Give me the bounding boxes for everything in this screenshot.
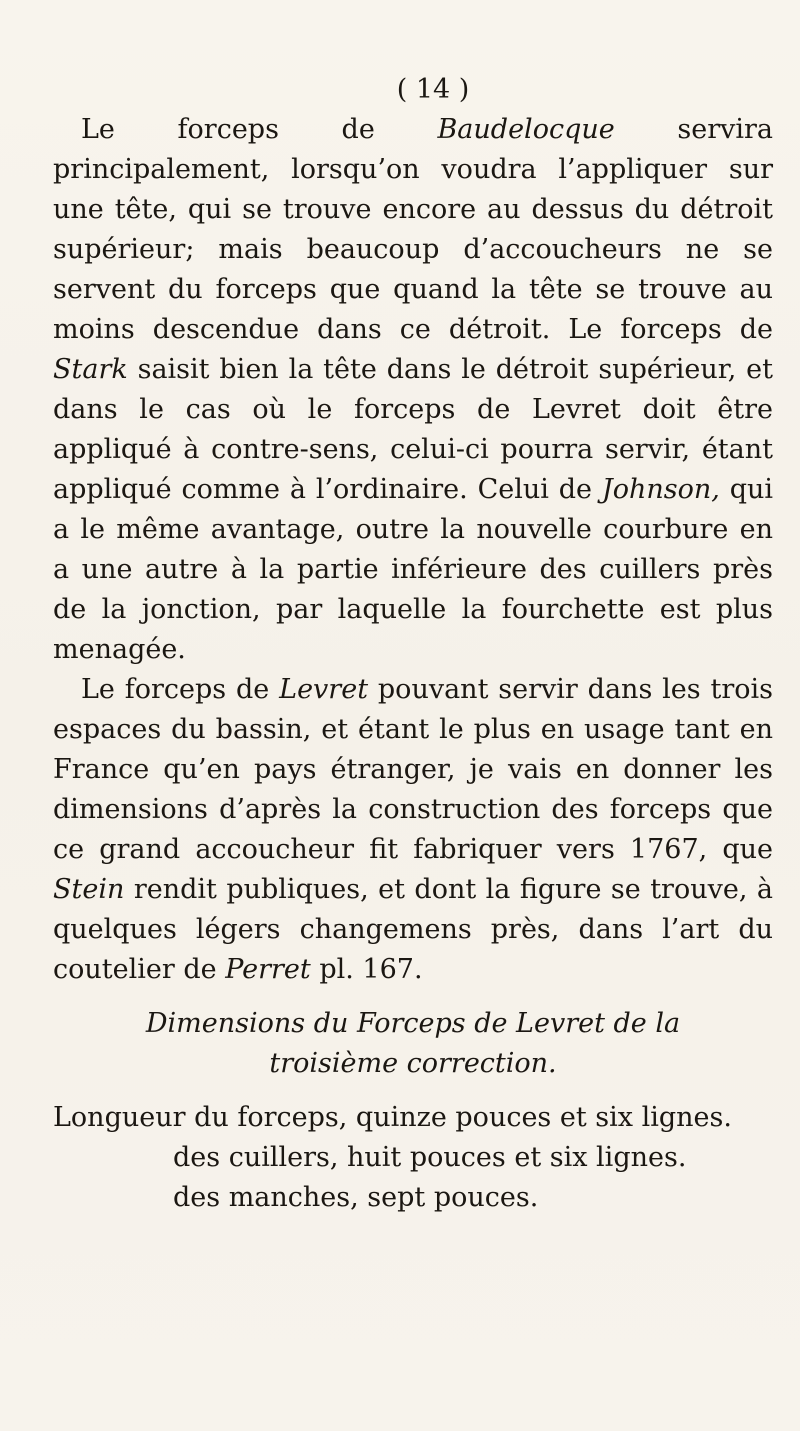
heading-line-1: Dimensions du Forceps de Levret de la [145,1008,681,1039]
paragraph-forceps-comparison [53,110,773,670]
text-run: Le forceps de [81,674,280,705]
page-text-block [53,70,773,1218]
name-johnson: Johnson, [601,474,720,505]
text-run: Le forceps de [81,114,438,145]
name-baudelocque: Baudelocque [437,114,615,145]
dimension-total-length: Longueur du forceps, quinze pouces et six lignes. [53,1102,732,1133]
paragraph-levret-forceps [53,670,773,990]
name-stein: Stein [53,874,125,905]
text-run: servira principalement, lorsqu’on voudra l’appliquer sur une tête, qui se trouve encore au dessus du détroit supérieur; mais beaucoup d’accoucheurs ne se servent du forceps que quand la tête se trouve au moins descendue dans ce détroit. Le forceps de [53,114,773,345]
page-number: ( 14 ) [396,74,470,105]
name-perret: Perret [225,954,311,985]
text-run: rendit publiques, et dont la figure se trouve, à quelques légers changemens près, dans l’art du coutelier de [53,874,773,985]
section-heading [53,1004,773,1084]
dimension-blades: des cuillers, huit pouces et six lignes. [173,1142,687,1173]
text-run: pl. 167. [310,954,423,985]
text-run: pouvant servir dans les trois espaces du bassin, et étant le plus en usage tant en France qu’en pays étranger, je vais en donner les dimensions d’après la construction des forceps que ce grand accoucheur fit fabriquer vers 1767, que [53,674,773,865]
heading-line-2: troisième correction. [269,1048,557,1079]
text-run: saisit bien la tête dans le détroit supérieur, et dans le cas où le forceps de Levret doit être appliqué à contre-sens, celui-ci pourra servir, étant appliqué comme à l’ordinaire. Celui de [53,354,773,505]
dimension-handles: des manches, sept pouces. [173,1182,539,1213]
name-stark: Stark [53,354,128,385]
dimensions-list [53,1098,773,1218]
text-run: qui a le même avantage, outre la nouvelle courbure en a une autre à la partie inférieure des cuillers près de la jonction, par laquelle la fourchette est plus menagée. [53,474,773,665]
name-levret: Levret [279,674,369,705]
